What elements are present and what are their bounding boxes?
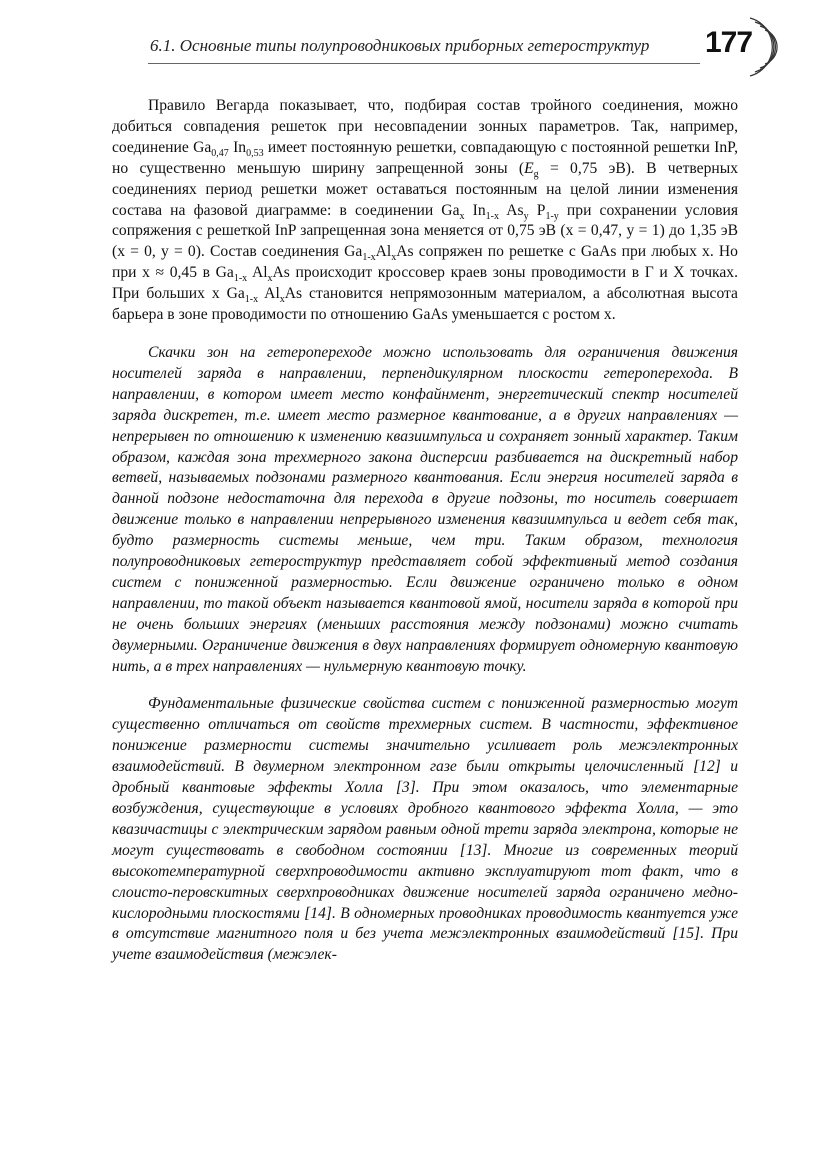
paragraph-vegard (112, 96, 738, 326)
text-run: As (498, 201, 524, 219)
text-run: P (528, 201, 546, 219)
text-run: при сохранении условия сопряжения с решеткой InP запрещенная зона меняется от 0,75 эВ (x = 0,47, y = 1) до 1,35 эВ (x = 0, y = 0). Состав соединения Ga (112, 201, 739, 261)
text-run: Al (375, 243, 392, 261)
text-run: имеет постоянную решетки, совпадающую с постоянной решетки InP, но существенно меньшую ширину запрещенной зоны ( (112, 138, 738, 177)
subscript: 1-x (233, 273, 248, 285)
subscript: x (279, 294, 285, 306)
subscript: y (523, 210, 529, 222)
subscript: g (533, 168, 539, 180)
italic-symbol: E (524, 159, 534, 177)
subscript: x (391, 252, 397, 264)
text-run: Al (247, 264, 268, 282)
header-divider (148, 63, 700, 64)
subscript: 1-x (244, 294, 259, 306)
body-text (112, 96, 738, 983)
subscript: 1-x (362, 252, 376, 264)
text-run: Скачки зон на гетеропереходе можно использовать для ограничения движения носителей заряда в направлении, перпендикулярном плоскости гетероперехода. В направлении, в котором имеет место конфайнмент, энергетический спектр носителей заряда дискретен, т.е. имеет место размерное квантование, а в других направлениях — непрерывен по отношению к изменению квазиимпульса и сохраняет зонный характер. Таким образом, каждая зона трехмерного закона дисперсии разбивается на дискретный набор ветвей, называемых подзонами размерного квантования. Если энергия носителей заряда в данной подзоне недостаточна для перехода в другие подзоны, то носитель совершает движение только в направлении непрерывного изменения квазиимпульса и ведет себя так, будто размерность системы меньше, чем три. Таким образом, технология полупроводниковых гетероструктур представляет собой эффективный метод создания систем с пониженной размерностью. Если движение ограничено только в одном направлении, то такой объект называется квантовой ямой, носители заряда в которой при не очень больших энергиях (меньших расстояния между подзонами) можно считать двумерными. Ограничение движения в двух направлениях формирует одномерную квантовую нить, а в трех направлениях — нульмерную квантовую точку. (112, 343, 738, 675)
text-run: As происходит кроссовер краев зоны проводимости в Г и X точках. При больших x Ga (112, 264, 739, 303)
text-run: Правило Вегарда показывает, что, подбирая состав тройного соединения, можно добиться совпадения решеток при несовпадении зонных параметров. Так, например, соединение Ga (112, 97, 738, 156)
page-number: 177 (705, 26, 753, 59)
text-run: = 0,75 эВ). В четверных соединениях период решетки может оставаться постоянным на целой линии изменения состава на фазовой диаграмме: в соединении Ga (112, 159, 738, 219)
paragraph-fundamental-properties (112, 694, 738, 966)
subscript: 1-x (485, 210, 499, 222)
subscript: x (267, 273, 273, 285)
text-run: As сопряжен по решетке с GaAs при любых x. Но при x ≈ 0,45 в Ga (112, 243, 738, 282)
text-run: Al (258, 285, 280, 303)
text-run: In (228, 138, 247, 156)
subscript: 0,47 (211, 147, 229, 159)
paragraph-band-offsets (112, 343, 738, 678)
text-run: As становится непрямозонным материалом, а абсолютная высота барьера в зоне проводимости по отношению GaAs уменьшается с ростом x. (112, 285, 738, 324)
subscript: 1-y (545, 210, 559, 222)
text-run: In (464, 201, 486, 219)
subscript: x (459, 210, 465, 222)
page-number-arcs-icon (744, 14, 784, 80)
subscript: 0,53 (246, 147, 264, 159)
running-header: 6.1. Основные типы полупроводниковых приборных гетероструктур (150, 36, 650, 55)
text-run: Фундаментальные физические свойства систем с пониженной размерностью могут существенно отличаться от свойств трехмерных систем. В частности, эффективное понижение размерности системы значительно усиливает роль межэлектронных взаимодействий. В двумерном электронном газе были открыты целочисленный [12] и дробный квантовые эффекты Холла [3]. При этом оказалось, что элементарные возбуждения, существующие в условиях дробного квантового эффекта Холла, — это квазичастицы с электрическим зарядом равным одной трети заряда электрона, которые не могут существовать в свободном состоянии [13]. Многие из современных теорий высокотемпературной сверхпроводимости активно эксплуатируют тот факт, что в слоисто-перовскитных сверхпроводниках движение носителей заряда ограничено медно-кислородными плоскостями [14]. В одномерных проводниках проводимость квантуется уже в отсутствие магнитного поля и без учета межэлектронных взаимодействий [15]. При учете взаимодействия (межэлек- (112, 695, 738, 964)
